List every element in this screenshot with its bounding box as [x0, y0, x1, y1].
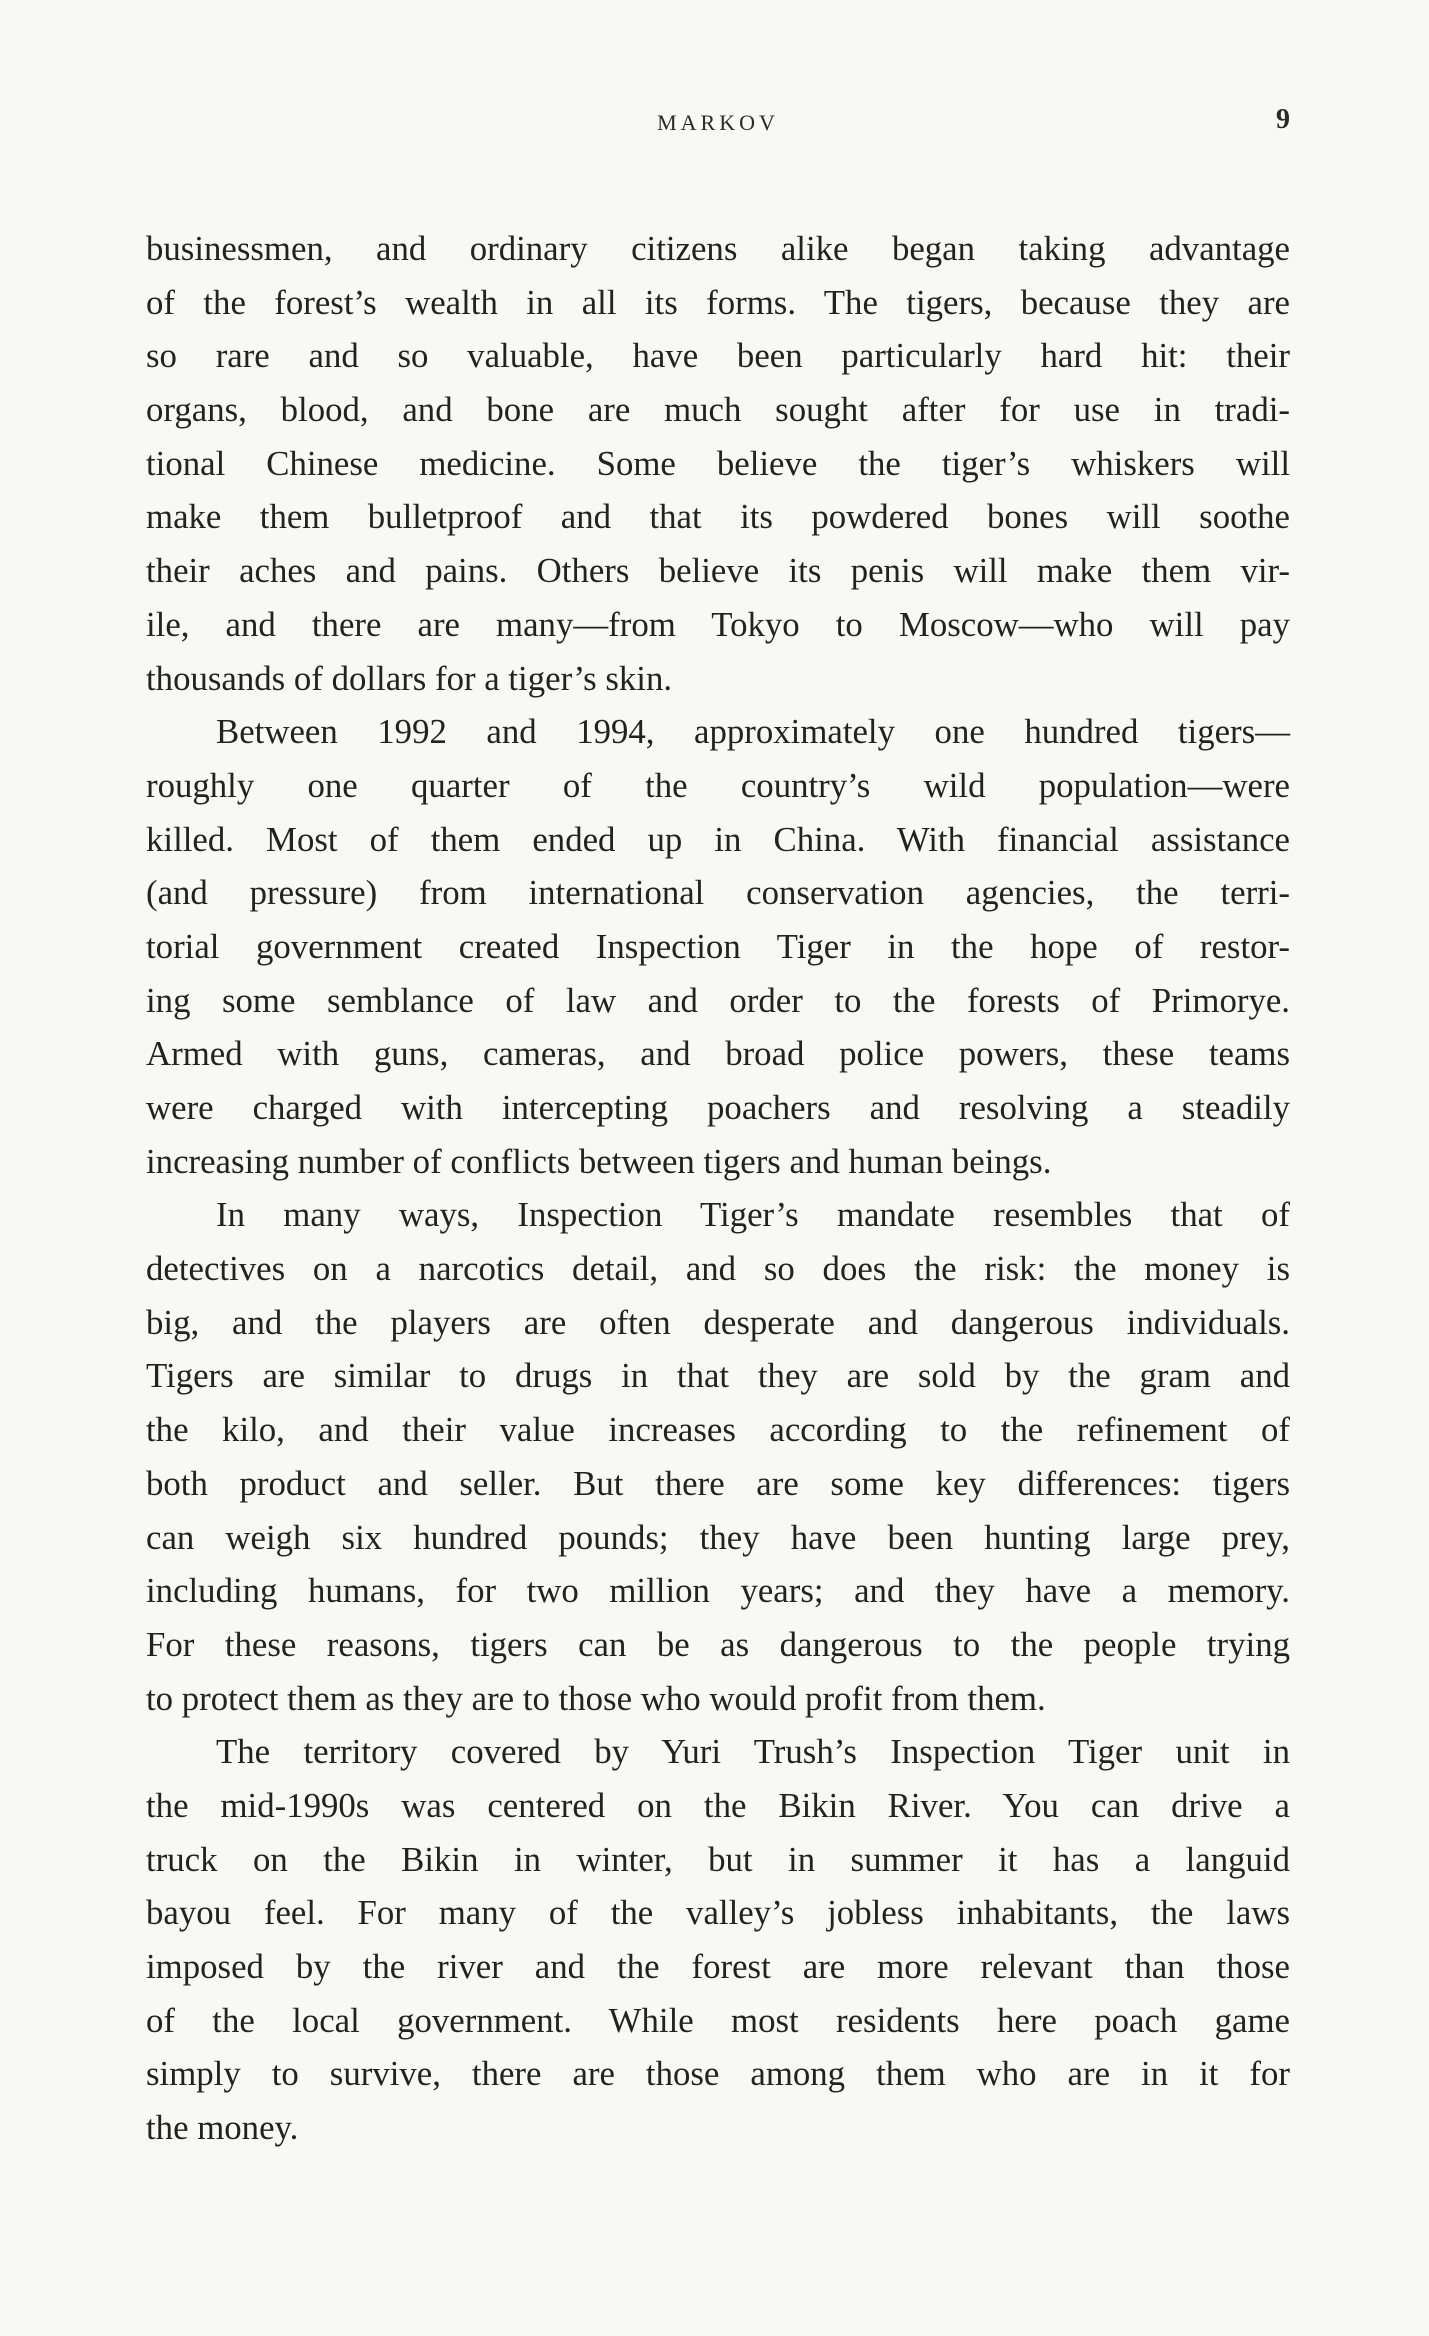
text-line: both product and seller. But there are some key differences: tigers [146, 1463, 1290, 1503]
text-line: For these reasons, tigers can be as dangerous to the people trying [146, 1624, 1290, 1664]
text-line: imposed by the river and the forest are more relevant than those [146, 1947, 1290, 1986]
text-line: ile, and there are many—from Tokyo to Moscow—who will pay [146, 604, 1290, 644]
text-line: of the local government. While most residents here poach game [146, 2000, 1290, 2040]
text-line: bayou feel. For many of the valley’s jobless inhabitants, the laws [146, 1893, 1290, 1933]
text-line: The territory covered by Yuri Trush’s Inspection Tiger unit in [216, 1732, 1290, 1772]
text-line: big, and the players are often desperate and dangerous individuals. [146, 1302, 1290, 1342]
text-line: detectives on a narcotics detail, and so does the risk: the money is [146, 1249, 1290, 1289]
text-line: ing some semblance of law and order to the forests of Primorye. [146, 980, 1290, 1020]
text-line: including humans, for two million years; and they have a memory. [146, 1571, 1290, 1611]
text-line: the mid-1990s was centered on the Bikin River. You can drive a [146, 1785, 1290, 1825]
text-line: so rare and so valuable, have been particularly hard hit: their [146, 336, 1290, 376]
text-line: killed. Most of them ended up in China. With financial assistance [146, 819, 1290, 859]
text-line: of the forest’s wealth in all its forms. The tigers, because they are [146, 282, 1290, 322]
text-line: were charged with intercepting poachers and resolving a steadily [146, 1088, 1290, 1127]
text-line: increasing number of conflicts between tigers and human beings. [146, 1141, 1052, 1181]
text-line: Tigers are similar to drugs in that they are sold by the gram and [146, 1356, 1290, 1396]
text-line: Between 1992 and 1994, approximately one hundred tigers— [216, 712, 1290, 752]
text-line: thousands of dollars for a tiger’s skin. [146, 658, 673, 698]
text-line: (and pressure) from international conservation agencies, the terri- [146, 873, 1290, 913]
text-line: the money. [146, 2108, 299, 2148]
text-line: truck on the Bikin in winter, but in summer it has a languid [146, 1839, 1290, 1879]
running-head: MARKOV [657, 110, 779, 135]
text-line: make them bulletproof and that its powdered bones will soothe [146, 497, 1290, 537]
text-line: Armed with guns, cameras, and broad police powers, these teams [146, 1034, 1290, 1074]
page-number: 9 [1276, 104, 1290, 135]
text-line: simply to survive, there are those among them who are in it for [146, 2054, 1290, 2094]
text-line: their aches and pains. Others believe its penis will make them vir- [146, 551, 1290, 591]
text-line: roughly one quarter of the country’s wild population—were [146, 765, 1290, 805]
text-line: torial government created Inspection Tiger in the hope of restor- [146, 926, 1290, 966]
text-line: organs, blood, and bone are much sought after for use in tradi- [146, 390, 1290, 430]
page-header [146, 104, 1290, 144]
text-line: In many ways, Inspection Tiger’s mandate resembles that of [216, 1195, 1290, 1235]
text-line: businessmen, and ordinary citizens alike began taking advantage [146, 229, 1290, 268]
text-line: to protect them as they are to those who would profit from them. [146, 1678, 1046, 1718]
text-line: can weigh six hundred pounds; they have been hunting large prey, [146, 1517, 1290, 1557]
text-line: tional Chinese medicine. Some believe the tiger’s whiskers will [146, 443, 1290, 483]
body-text [146, 222, 1290, 2155]
text-line: the kilo, and their value increases according to the refinement of [146, 1410, 1290, 1450]
